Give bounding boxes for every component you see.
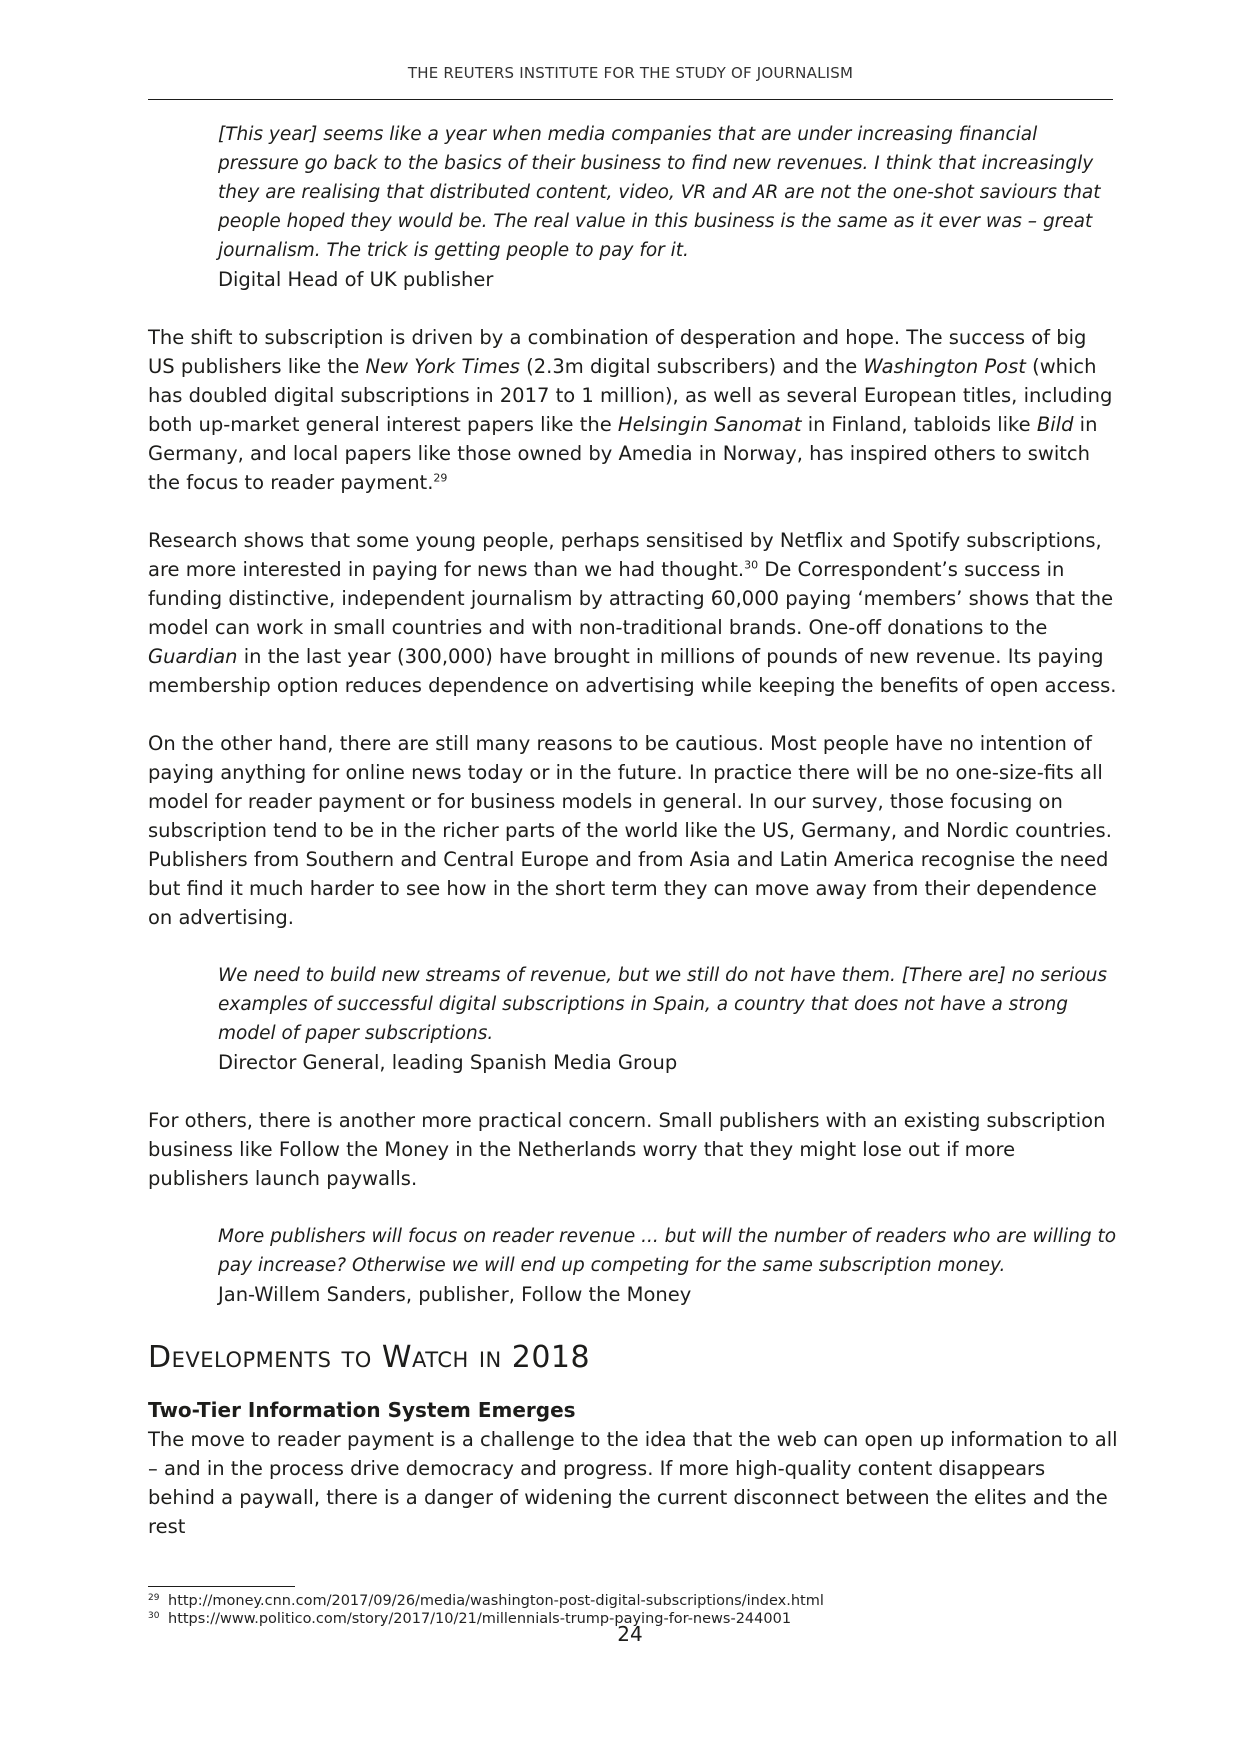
- running-header: THE REUTERS INSTITUTE FOR THE STUDY OF JOURNALISM: [407, 64, 854, 82]
- quote-text: [This year] seems like a year when media companies that are under increasing financial pressure go back to the basics of their business to find new revenues. I think that increasingly they are realising that distributed content, video, VR and AR are not the one-shot saviours that people hoped they would be. The real value in this business is the same as it ever was – great journalism. The trick is getting people to pay for it.: [218, 124, 1101, 261]
- text-run: The shift to subscription is driven by a combination of desperation and hope. The success of big US publishers like the: [148, 326, 1087, 378]
- page-content: [148, 120, 1118, 1541]
- text-run: (which has doubled digital subscriptions in 2017 to 1 million), as well as several European titles, including both up-market general interest papers like the: [148, 355, 1113, 436]
- footnote-item: [148, 1592, 1113, 1610]
- paragraph-practical-concern: For others, there is another more practical concern. Small publishers with an existing subscription business like Follow the Money in the Netherlands worry that they might lose out if more publishers launch paywalls.: [148, 1109, 1106, 1190]
- paragraph-young-people: [148, 526, 1118, 700]
- header-rule: [148, 99, 1113, 100]
- quote-block-2: [218, 961, 1118, 1077]
- quote-block-1: [218, 120, 1118, 294]
- publication-name: Bild: [1036, 413, 1074, 436]
- paragraph-cautious: On the other hand, there are still many reasons to be cautious. Most people have no intention of paying anything for online news today or in the future. In practice there will be no one-size-fits all model for reader payment or for business models in general. In our survey, those focusing on subscription tend to be in the richer parts of the world like the US, Germany, and Nordic countries. Publishers from Southern and Central Europe and from Asia and Latin America recognise the need but find it much harder to see how in the short term they can move away from their dependence on advertising.: [148, 732, 1112, 929]
- text-run: in Finland, tabloids like: [801, 413, 1037, 436]
- subsection-title: Two-Tier Information System Emerges: [148, 1398, 576, 1422]
- publication-name: New York Times: [365, 355, 520, 378]
- section-body: The move to reader payment is a challenge to the idea that the web can open up information to all – and in the process drive democracy and progress. If more high-quality content disappears behind a paywall, there is a danger of widening the current disconnect between the elites and the rest: [148, 1428, 1118, 1538]
- publication-name: Helsingin Sanomat: [617, 413, 802, 436]
- text-run: (2.3m digital subscribers) and the: [519, 355, 864, 378]
- footnote-link[interactable]: https://www.politico.com/story/2017/10/21/millennials-trump-paying-for-news-244001: [168, 1611, 792, 1627]
- footnote-rule: [148, 1586, 295, 1587]
- text-run: in Germany, and local papers like those owned by Amedia in Norway, has inspired others to switch the focus to reader payment.: [148, 413, 1098, 494]
- footnote-number: 29: [148, 1593, 160, 1603]
- text-run: Research shows that some young people, perhaps sensitised by Netflix and Spotify subscriptions, are more interested in paying for news than we had thought.: [148, 529, 1102, 581]
- quote-block-3: [218, 1222, 1118, 1309]
- quote-text: More publishers will focus on reader revenue ... but will the number of readers who are willing to pay increase? Otherwise we will end up competing for the same subscription money.: [218, 1226, 1117, 1276]
- quote-attribution: Director General, leading Spanish Media Group: [218, 1051, 678, 1074]
- publication-name: Guardian: [148, 645, 238, 668]
- quote-attribution: Digital Head of UK publisher: [218, 268, 494, 291]
- footnote-link[interactable]: http://money.cnn.com/2017/09/26/media/washington-post-digital-subscriptions/index.html: [168, 1593, 824, 1609]
- footnote-ref[interactable]: 30: [744, 558, 759, 572]
- paragraph-subscription-shift: [148, 323, 1118, 497]
- section-title: Developments to Watch in 2018: [148, 1340, 591, 1375]
- page-number: 24: [617, 1622, 643, 1646]
- text-run: in the last year (300,000) have brought in millions of pounds of new revenue. Its paying membership option reduces dependence on advertising while keeping the benefits of open access.: [148, 645, 1117, 697]
- publication-name: Washington Post: [863, 355, 1026, 378]
- footnote-number: 30: [148, 1611, 160, 1621]
- quote-text: We need to build new streams of revenue, but we still do not have them. [There are] no serious examples of successful digital subscriptions in Spain, a country that does not have a strong model of paper subscriptions.: [218, 965, 1108, 1044]
- text-run: De Correspondent’s success in funding distinctive, independent journalism by attracting 60,000 paying ‘members’ shows that the model can work in small countries and with non-traditional brands. One-off donations to the: [148, 558, 1114, 639]
- footnote-ref[interactable]: 29: [433, 471, 448, 485]
- quote-attribution: Jan-Willem Sanders, publisher, Follow the Money: [218, 1283, 692, 1306]
